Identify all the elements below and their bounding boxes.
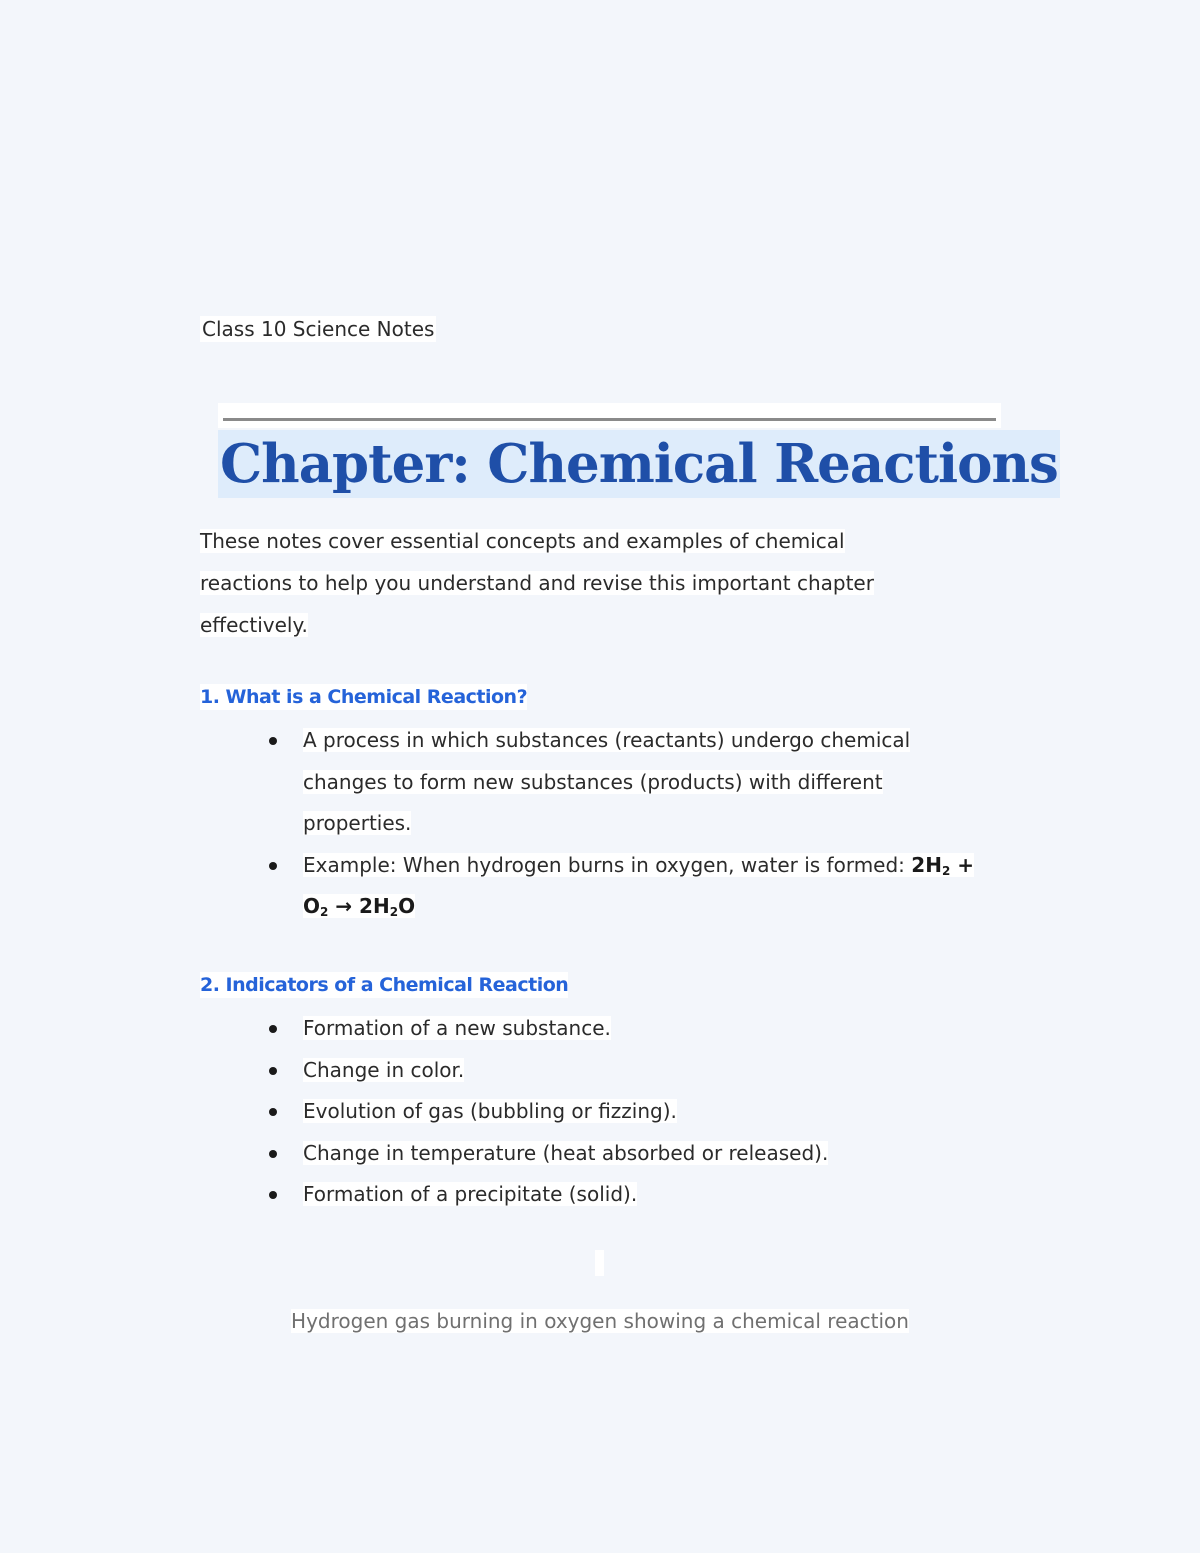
intro-line: effectively. bbox=[200, 613, 308, 637]
bullet-icon bbox=[269, 1150, 277, 1158]
horizontal-rule bbox=[223, 418, 996, 421]
bullet-icon bbox=[269, 1025, 277, 1033]
section-heading-indicators: 2. Indicators of a Chemical Reaction bbox=[200, 974, 569, 996]
figure-caption: Hydrogen gas burning in oxygen showing a chemical reaction bbox=[291, 1309, 909, 1333]
chapter-title: Chapter: Chemical Reactions bbox=[218, 430, 1060, 498]
intro-paragraph bbox=[200, 520, 960, 646]
chemical-equation-part2: $O_2 \to 2H_2O$ bbox=[303, 894, 416, 919]
list-item: Formation of a new substance. bbox=[265, 1008, 1005, 1050]
bullet-icon bbox=[269, 1108, 277, 1116]
intro-line: reactions to help you understand and revise this important chapter bbox=[200, 571, 874, 595]
list-item: Change in temperature (heat absorbed or released). bbox=[265, 1133, 1005, 1175]
list-item: Evolution of gas (bubbling or fizzing). bbox=[265, 1091, 1005, 1133]
list-item: Change in color. bbox=[265, 1050, 1005, 1092]
bullet-icon bbox=[269, 1191, 277, 1199]
horizontal-rule-container bbox=[218, 403, 1001, 428]
section-1-list bbox=[265, 720, 1005, 928]
bullet-icon bbox=[269, 862, 277, 870]
figure-image-placeholder bbox=[595, 1250, 604, 1276]
intro-line: These notes cover essential concepts and examples of chemical bbox=[200, 529, 845, 553]
chemical-equation-part1: $2H_2$ + bbox=[911, 852, 975, 878]
list-item: A process in which substances (reactants) undergo chemical changes to form new substances (products) with different properties. bbox=[265, 720, 1005, 845]
bullet-icon bbox=[269, 737, 277, 745]
list-item: Example: When hydrogen burns in oxygen, water is formed: $2H_2$ + $O_2 \to 2H_2O$ bbox=[265, 845, 1005, 928]
section-heading-what-is: 1. What is a Chemical Reaction? bbox=[200, 686, 528, 708]
section-2-list bbox=[265, 1008, 1005, 1216]
bullet-icon bbox=[269, 1067, 277, 1075]
list-item: Formation of a precipitate (solid). bbox=[265, 1174, 1005, 1216]
document-header: Class 10 Science Notes bbox=[202, 317, 435, 341]
